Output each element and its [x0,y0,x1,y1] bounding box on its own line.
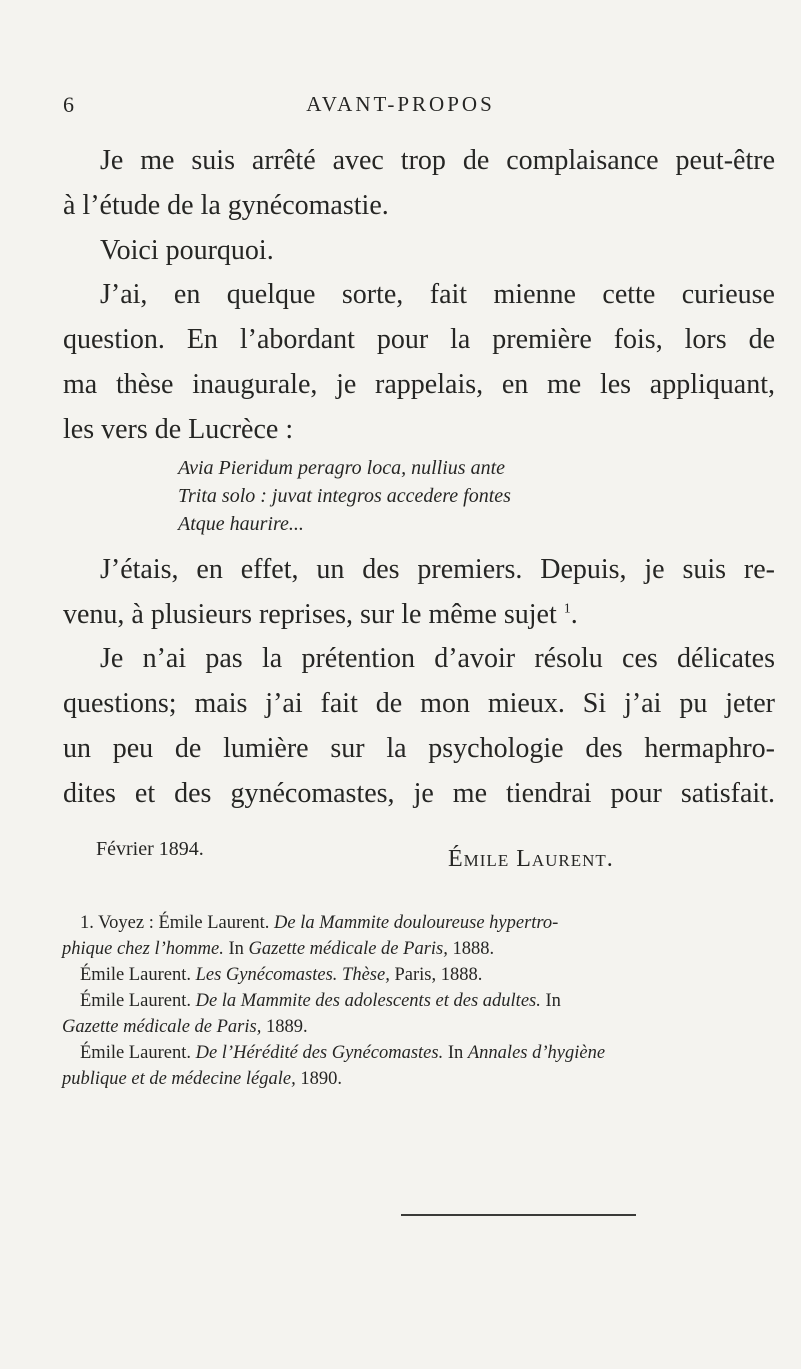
footnote-line: 1. Voyez : Émile Laurent. De la Mammite douloureuse hypertro- [80,913,559,933]
footnotes [62,910,760,1092]
footnote-line: Émile Laurent. De l’Hérédité des Gynécomastes. In Annales d’hygiène [80,1043,606,1063]
line: J’ai, en quelque sorte, fait mienne cette curieuse [100,279,775,310]
footnote-line: Émile Laurent. Les Gynécomastes. Thèse, Paris, 1888. [80,965,483,985]
paragraph-1 [63,138,775,228]
footnote-line: Émile Laurent. De la Mammite des adolescents et des adultes. In [80,991,561,1011]
page-number: 6 [63,92,74,117]
footnote-line: publique et de médecine légale, 1890. [62,1069,342,1089]
end-rule [401,1214,636,1216]
line: questions; mais j’ai fait de mon mieux. Si j’ai pu jeter [63,688,775,719]
line: dites et des gynécomastes, je me tiendrai pour satisfait. [63,778,775,809]
paragraph-2: Voici pourquoi. [100,235,274,266]
paragraph-4 [63,547,775,637]
footnote-line: phique chez l’homme. In Gazette médicale de Paris, 1888. [62,939,495,959]
signature: Émile Laurent. [448,846,614,872]
line: venu, à plusieurs reprises, sur le même sujet $^1$. [63,599,578,630]
date: Février 1894. [96,838,204,860]
line: à l’étude de la gynécomastie. [63,190,389,221]
verse-line: Trita solo : juvat integros accedere fontes [178,485,511,507]
line: question. En l’abordant pour la première fois, lors de [63,324,775,355]
verse-line: Atque haurire... [178,513,304,535]
line: les vers de Lucrèce : [63,414,294,445]
footnote-ref: 1 [563,601,571,617]
verse-quotation [178,454,511,538]
line: ma thèse inaugurale, je rappelais, en me les appliquant, [63,369,775,400]
paragraph-5 [63,636,775,816]
paragraph-3 [63,272,775,452]
footnote-line: Gazette médicale de Paris, 1889. [62,1017,308,1037]
line: Je me suis arrêté avec trop de complaisance peut-être [100,145,775,176]
verse-line: Avia Pieridum peragro loca, nullius ante [178,457,506,479]
line: un peu de lumière sur la psychologie des hermaphro- [63,733,775,764]
line: J’étais, en effet, un des premiers. Depuis, je suis re- [100,554,775,585]
line: Je n’ai pas la prétention d’avoir résolu ces délicates [100,643,775,674]
running-head: AVANT-PROPOS [306,92,495,116]
